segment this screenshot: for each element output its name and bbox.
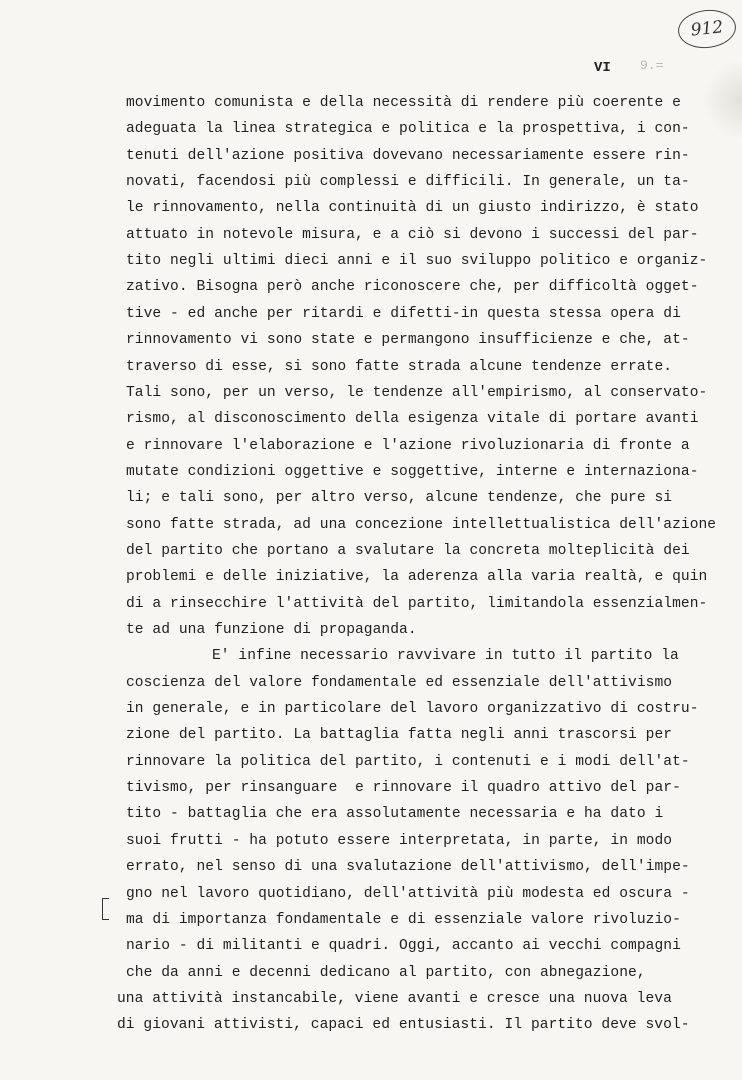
text-line: sono fatte strada, ad una concezione intellettualistica dell'azione bbox=[126, 516, 717, 533]
text-line: di a rinsecchire l'attività del partito, limitandola essenzialmen- bbox=[126, 595, 708, 612]
text-line: una attività instancabile, viene avanti e cresce una nuova leva bbox=[117, 990, 672, 1007]
text-line: ma di importanza fondamentale e di essenziale valore rivoluzio- bbox=[126, 911, 681, 928]
text-line: le rinnovamento, nella continuità di un giusto indirizzo, è stato bbox=[126, 200, 699, 217]
text-line: traverso di esse, si sono fatte strada alcune tendenze errate. bbox=[126, 358, 673, 375]
text-line: e rinnovare l'elaborazione e l'azione rivoluzionaria di fronte a bbox=[126, 437, 690, 454]
text-line: tenuti dell'azione positiva dovevano necessariamente essere rin- bbox=[126, 147, 690, 164]
folio-note: 9.= bbox=[640, 58, 664, 73]
text-line: adeguata la linea strategica e politica e la prospettiva, i con- bbox=[126, 121, 690, 138]
text-line: attuato in notevole misura, e a ciò si devono i successi del par- bbox=[126, 226, 699, 243]
text-line: che da anni e decenni dedicano al partito, con abnegazione, bbox=[126, 964, 646, 981]
text-line: gno nel lavoro quotidiano, dell'attività più modesta ed oscura - bbox=[126, 885, 690, 902]
text-line: rismo, al disconoscimento della esigenza vitale di portare avanti bbox=[126, 411, 699, 428]
text-line: te ad una funzione di propaganda. bbox=[126, 622, 417, 638]
text-line: zione del partito. La battaglia fatta negli anni trascorsi per bbox=[126, 727, 673, 744]
text-line: novati, facendosi più complessi e difficili. In generale, un ta- bbox=[126, 174, 690, 191]
text-line: del partito che portano a svalutare la concreta molteplicità dei bbox=[126, 542, 690, 559]
text-line: errato, nel senso di una svalutazione dell'attivismo, dell'impe- bbox=[126, 859, 690, 876]
text-line: nario - di militanti e quadri. Oggi, accanto ai vecchi compagni bbox=[126, 938, 681, 955]
text-line: tivismo, per rinsanguare e rinnovare il quadro attivo del par- bbox=[126, 780, 681, 797]
text-line: in generale, e in particolare del lavoro organizzativo di costru- bbox=[126, 701, 699, 718]
text-line: rinnovamento vi sono state e permangono insufficienze e che, at- bbox=[126, 332, 690, 349]
page-folio: VI bbox=[594, 60, 611, 76]
text-line: problemi e delle iniziative, la aderenza alla varia realtà, e quin bbox=[126, 569, 708, 586]
text-line: zativo. Bisogna però anche riconoscere che, per difficoltà ogget- bbox=[126, 279, 699, 296]
text-line: E' infine necessario ravvivare in tutto il partito la bbox=[212, 648, 679, 665]
text-line: coscienza del valore fondamentale ed essenziale dell'attivismo bbox=[126, 674, 673, 691]
archive-number-stamp: 912 bbox=[676, 7, 738, 51]
text-line: Tali sono, per un verso, le tendenze all'empirismo, al conservato- bbox=[126, 384, 708, 401]
text-line: tito negli ultimi dieci anni e il suo sviluppo politico e organiz- bbox=[126, 253, 708, 270]
text-line: di giovani attivisti, capaci ed entusiasti. Il partito deve svol- bbox=[117, 1017, 690, 1034]
text-line: tito - battaglia che era assolutamente necessaria e ha dato i bbox=[126, 806, 664, 823]
text-line: li; e tali sono, per altro verso, alcune tendenze, che pure si bbox=[126, 490, 673, 507]
text-line: tive - ed anche per ritardi e difetti-in questa stessa opera di bbox=[126, 305, 681, 322]
text-line: mutate condizioni oggettive e soggettive, interne e internaziona- bbox=[126, 463, 699, 480]
text-line: rinnovare la politica del partito, i contenuti e i modi dell'at- bbox=[126, 753, 690, 770]
text-line: suoi frutti - ha potuto essere interpretata, in parte, in modo bbox=[126, 832, 673, 849]
text-line: movimento comunista e della necessità di rendere più coerente e bbox=[126, 95, 681, 111]
